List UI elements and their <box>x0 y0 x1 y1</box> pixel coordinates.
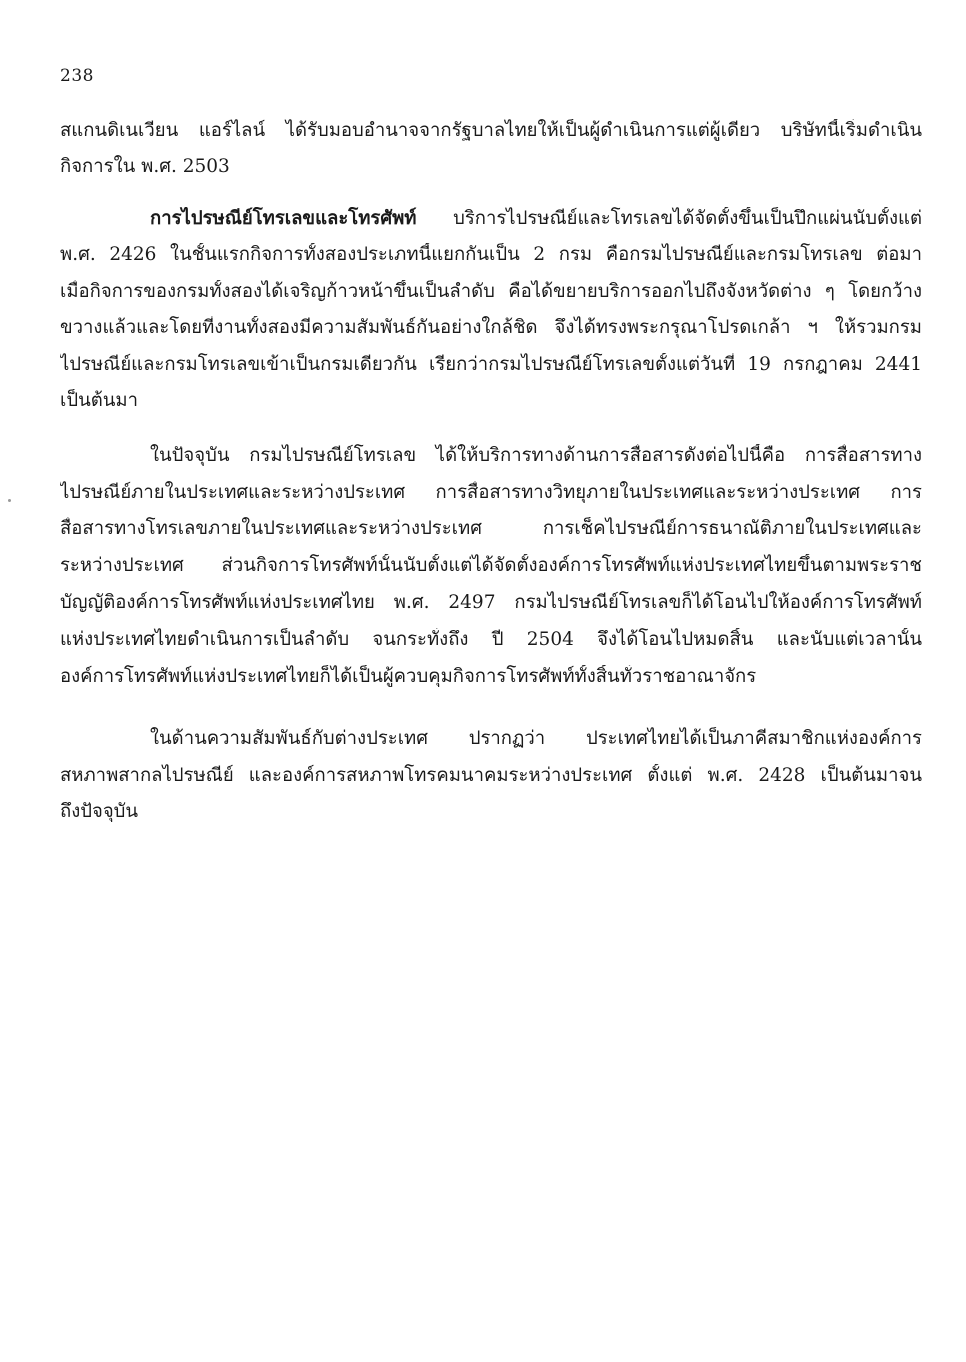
text-line: ขวางแล้วและโดยที่งานทั้งสองมีความสัมพันธ์กันอย่างใกล้ชิด จึงได้ทรงพระกรุณาโปรดเกล้า ฯ ให้รวมกรม <box>60 317 922 338</box>
section-heading: การไปรษณีย์โทรเลขและโทรศัพท์ <box>150 208 417 229</box>
scan-artifact-dot <box>8 499 11 502</box>
text-line: กิจการใน พ.ศ. 2503 <box>60 156 230 177</box>
text-line: ระหว่างประเทศ ส่วนกิจการโทรศัพท์นั้นนับตั้งแต่ได้จัดตั้งองค์การโทรศัพท์แห่งประเทศไทยขึ้นตามพระราช <box>60 555 922 576</box>
text-line: ไปรษณีย์และกรมโทรเลขเข้าเป็นกรมเดียวกัน เรียกว่ากรมไปรษณีย์โทรเลขตั้งแต่วันที่ 19 กรกฎาคม 2441 <box>60 354 922 375</box>
text-line <box>150 207 922 231</box>
text-fragment: บริการไปรษณีย์และโทรเลขได้จัดตั้งขึ้นเป็นปึกแผ่นนับตั้งแต่ <box>453 208 922 229</box>
text-line: พ.ศ. 2426 ในชั้นแรกกิจการทั้งสองประเภทนี้แยกกันเป็น 2 กรม คือกรมไปรษณีย์และกรมโทรเลข ต่อมา <box>60 244 922 265</box>
text-line: ในด้านความสัมพันธ์กับต่างประเทศ ปรากฏว่า ประเทศไทยได้เป็นภาคีสมาชิกแห่งองค์การ <box>150 728 922 749</box>
text-line: สื่อสารทางโทรเลขภายในประเทศและระหว่างประเทศ การเช็คไปรษณีย์การธนาณัติภายในประเทศและ <box>60 518 922 539</box>
text-line: ในปัจจุบัน กรมไปรษณีย์โทรเลข ได้ให้บริการทางด้านการสื่อสารดังต่อไปนี้คือ การสื่อสารทาง <box>150 445 922 466</box>
page-number: 238 <box>60 66 94 86</box>
text-line: สแกนดิเนเวียน แอร์ไลน์ ได้รับมอบอำนาจจากรัฐบาลไทยให้เป็นผู้ดำเนินการแต่ผู้เดียว บริษัทนี้เริ่มดำเนิน <box>60 120 922 141</box>
text-line: ถึงปัจจุบัน <box>60 801 139 822</box>
text-line: เป็นต้นมา <box>60 390 138 411</box>
text-line: แห่งประเทศไทยดำเนินการเป็นลำดับ จนกระทั่งถึง ปี 2504 จึงได้โอนไปหมดสิ้น และนับแต่เวลานั้น <box>60 629 922 650</box>
text-line: องค์การโทรศัพท์แห่งประเทศไทยก็ได้เป็นผู้ควบคุมกิจการโทรศัพท์ทั้งสิ้นทั่วราชอาณาจักร <box>60 666 757 687</box>
text-line: สหภาพสากลไปรษณีย์ และองค์การสหภาพโทรคมนาคมระหว่างประเทศ ตั้งแต่ พ.ศ. 2428 เป็นต้นมาจน <box>60 765 922 786</box>
text-line: บัญญัติองค์การโทรศัพท์แห่งประเทศไทย พ.ศ. 2497 กรมไปรษณีย์โทรเลขก็ได้โอนไปให้องค์การโทรศัพท์ <box>60 592 922 613</box>
text-line: เมื่อกิจการของกรมทั้งสองได้เจริญก้าวหน้าขึ้นเป็นลำดับ คือได้ขยายบริการออกไปถึงจังหวัดต่าง ๆ โดยกว้าง <box>60 281 922 302</box>
text-line: ไปรษณีย์ภายในประเทศและระหว่างประเทศ การสื่อสารทางวิทยุภายในประเทศและระหว่างประเทศ การ <box>60 482 922 503</box>
